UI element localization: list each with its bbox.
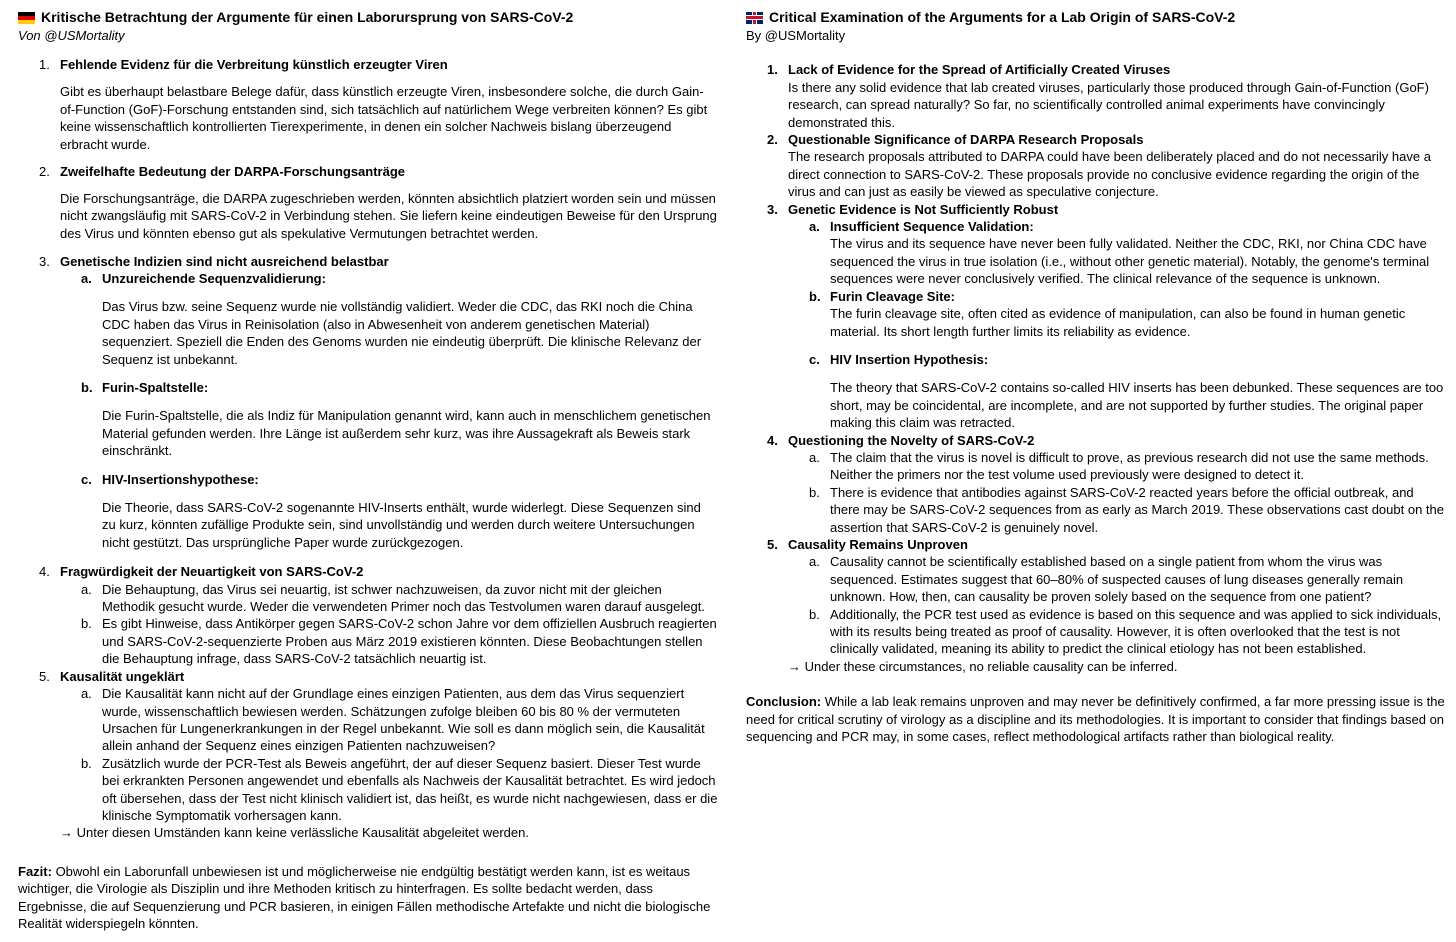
sub-item-letter: a. [81,686,92,702]
sub-item-heading: Insufficient Sequence Validation: [830,219,1034,235]
german-column [18,8,718,932]
sub-item [60,685,718,755]
german-flag-icon [18,12,35,24]
list-item [746,536,1446,658]
sub-item-text: Die Theorie, dass SARS-CoV-2 sogenannte HIV-Inserts enthält, wurde widerlegt. Diese Sequenzen sind zu kurz, könnten zufällige Produkte sein, sind unvollständig und werden durch weitere Untersuchungen nicht gestützt. Das ursprüngliche Paper wurde zurückgezogen. [102,500,701,550]
item-heading: Zweifelhafte Bedeutung der DARPA-Forschungsanträge [60,163,406,179]
item-number: 2. [767,132,778,148]
argument-list [18,56,718,824]
list-item [18,163,718,242]
argument-list [746,61,1446,657]
item-heading: Lack of Evidence for the Spread of Artificially Created Viruses [788,62,1171,78]
sub-item [788,553,1446,605]
sub-item-heading: Furin-Spaltstelle: [102,380,209,395]
sub-item [60,755,718,825]
item-heading: Questionable Significance of DARPA Research Proposals [788,132,1144,148]
list-item [18,56,718,153]
item-heading: Kausalität ungeklärt [60,668,185,684]
sub-item-text: Zusätzlich wurde der PCR-Test als Beweis angeführt, der auf dieser Sequenz basiert. Dieser Test wurde bei erkrankten Personen angewendet und ebenfalls als Nachweis der Kausalität betrachtet. Es wird jedoch oft übersehen, dass der Test nicht klinisch validiert ist, das heißt, es wurde nicht nachgewiesen, dass er die klinische Symptomatik vorhersagen kann. [102,755,718,823]
sub-item-letter: a. [81,581,92,597]
sub-item-heading: Furin Cleavage Site: [830,288,955,304]
item-number: 3. [39,253,50,269]
author-byline: By @USMortality [746,28,846,43]
sub-item-text: Causality cannot be scientifically established based on a single patient from whom the virus was sequenced. Estimates suggest that 60–80% of suspected causes of lung diseases generally remain unknown. How, then, can causality be proven solely based on the sequence from one patient? [830,554,1404,605]
sub-item [60,379,718,460]
title-text: Kritische Betrachtung der Argumente für einen Laborursprung von SARS-CoV-2 [41,9,574,25]
item-heading: Fehlende Evidenz für die Verbreitung künstlich erzeugter Viren [60,57,448,73]
sub-item-letter: c. [809,351,820,367]
causality-conclusion-arrow: → Under these circumstances, no reliable causality can be inferred. [788,658,1178,674]
conclusion-paragraph [746,693,1446,745]
list-item [18,668,718,825]
list-item [746,201,1446,432]
item-heading: Genetische Indizien sind nicht ausreichend belastbar [60,253,389,269]
sub-item-letter: b. [809,606,820,622]
english-column [746,8,1446,745]
item-number: 4. [767,432,778,448]
item-number: 1. [39,57,50,73]
sub-item [60,615,718,667]
sub-item-text: The furin cleavage site, often cited as evidence of manipulation, can also be found in human genetic material. Its short length further limits its reliability as evidence. [830,306,1406,339]
item-number: 4. [39,564,50,580]
sub-item-letter: a. [809,554,820,570]
sub-item-text: Additionally, the PCR test used as evidence is based on this sequence and was applied to sick individuals, with its results being treated as proof of causality. However, it is often overlooked that the test is not clinically validated, meaning its ability to predict the clinical etiology has not been established. [830,606,1442,657]
sub-item [788,449,1446,484]
item-text: Die Forschungsanträge, die DARPA zugeschrieben werden, könnten absichtlich platziert worden sein und müssen nicht zwangsläufig mit SARS-CoV-2 in Verbindung stehen. Sie liefern keine eindeutigen Beweise für den Ursprung des Virus und könnten ebenso gut als spekulative Vermutungen betrachtet werden. [60,190,717,241]
sub-item-heading: Unzureichende Sequenzvalidierung: [102,270,326,286]
causality-conclusion-arrow: → Unter diesen Umständen kann keine verlässliche Kausalität abgeleitet werden. [60,825,529,841]
author-byline: Von @USMortality [18,28,125,43]
sub-item [788,484,1446,536]
item-number: 3. [767,201,778,217]
sub-item-letter: a. [809,449,820,465]
sub-item-letter: b. [809,484,820,500]
sub-item-heading: HIV-Insertionshypothese: [102,471,259,487]
sub-item-letter: c. [81,471,92,487]
item-number: 2. [39,163,50,179]
sub-item-text: There is evidence that antibodies against SARS-CoV-2 reacted years before the official outbreak, and there may be SARS-CoV-2 sequences from as early as March 2019. These observations cast doubt on the assertion that SARS-CoV-2 is genuinely novel. [830,484,1444,535]
item-text: Is there any solid evidence that lab created viruses, particularly those produced through Gain-of-Function (GoF) research, can spread naturally? So far, no scientifically controlled animal experiments have convincingly demonstrated this. [788,79,1429,130]
sub-item [60,471,718,552]
sub-item-heading: HIV Insertion Hypothesis: [830,351,989,367]
conclusion-text: While a lab leak remains unproven and may never be definitively confirmed, a far more pressing issue is the need for critical scrutiny of virology as a discipline and its methodologies. It is important to consider that findings based on sequencing and PCR may, in some cases, reflect methodological artifacts rather than biological reality. [746,694,1445,745]
sub-item [788,288,1446,340]
sub-item-text: Die Furin-Spaltstelle, die als Indiz für Manipulation genannt wird, kann auch in menschlichem genetischen Material gefunden werden. Ihre Länge ist außerdem sehr kurz, was ihre Aussagekraft als Beweis stark einschränkt. [102,408,711,459]
list-item [746,131,1446,201]
item-number: 1. [767,62,778,78]
sub-item-letter: b. [81,380,93,395]
conclusion-label: Conclusion: [746,694,822,710]
conclusion-paragraph [18,863,718,933]
document-title [18,8,718,27]
sub-item-text: Die Behauptung, das Virus sei neuartig, ist schwer nachzuweisen, da zuvor nicht mit der gleichen Methodik gesucht wurde. Weder die verwendeten Primer noch das Testvolumen waren darauf ausgelegt. [102,581,705,615]
sub-item [60,270,718,368]
list-item [746,432,1446,536]
sub-item-text: Das Virus bzw. seine Sequenz wurde nie vollständig validiert. Weder die CDC, das RKI noch die China CDC haben das Virus in Reinisolation (also in Abwesenheit von anderem genetischen Material) sequenziert. Speziell die Enden des Genoms wurden nie eindeutig überprüft. Die klinische Relevanz der Sequenz ist unbekannt. [102,299,702,367]
list-item [18,253,718,552]
list-item [746,61,1446,131]
item-heading: Causality Remains Unproven [788,536,968,552]
item-number: 5. [39,668,50,684]
sub-item-letter: b. [81,616,92,632]
sub-item [788,218,1446,288]
sub-item-text: The virus and its sequence have never been fully validated. Neither the CDC, RKI, nor China CDC have sequenced the virus in true isolation (i.e., without other genetic material). Notably, the genome's terminal sequences were never conclusively verified. The clinical relevance of the sequence is unknown. [830,236,1430,287]
uk-flag-icon [746,12,763,24]
document-title [746,8,1446,27]
item-number: 5. [767,536,778,552]
sub-item [788,606,1446,658]
sub-item-text: Es gibt Hinweise, dass Antikörper gegen SARS-CoV-2 schon Jahre vor dem offiziellen Ausbruch reagierten und SARS-CoV-2-sequenzierte Proben aus März 2019 existieren könnten. Diese Beobachtungen stellen die Behauptung infrage, dass SARS-CoV-2 tatsächlich neuartig ist. [102,616,717,667]
sub-item-text: Die Kausalität kann nicht auf der Grundlage eines einzigen Patienten, aus dem das Virus sequenziert wurde, wissenschaftlich bewiesen werden. Schätzungen zufolge bleiben 60 bis 80 % der vermuteten Ursachen für Lungenerkrankungen in der Regel unbekannt. Wie soll es dann möglich sein, die Kausalität allein anhand der Sequenz eines einzigen Patienten nachzuweisen? [102,686,705,754]
sub-item [60,581,718,616]
conclusion-label: Fazit: [18,863,52,879]
sub-item-letter: b. [81,755,92,771]
item-text: Gibt es überhaupt belastbare Belege dafür, dass künstlich erzeugte Viren, insbesondere solche, die durch Gain-of-Function (GoF)-Forschung entstanden sind, sich tatsächlich auf natürlichem Wege verbreiten können? Es gibt keine wissenschaftlich kontrollierten Tierexperimente, in denen ein solcher Nachweis bislang überzeugend erbracht wurde. [60,84,708,152]
sub-item-letter: a. [81,270,92,286]
item-heading: Fragwürdigkeit der Neuartigkeit von SARS-CoV-2 [60,564,364,580]
item-heading: Questioning the Novelty of SARS-CoV-2 [788,432,1035,448]
item-heading: Genetic Evidence is Not Sufficiently Robust [788,201,1059,217]
sub-item-letter: b. [809,288,821,304]
title-text: Critical Examination of the Arguments for a Lab Origin of SARS-CoV-2 [769,9,1236,25]
sub-item-letter: a. [809,219,820,235]
sub-item [788,351,1446,432]
list-item [18,563,718,667]
sub-item-text: The theory that SARS-CoV-2 contains so-called HIV inserts has been debunked. These sequences are too short, may be coincidental, are incomplete, and are not supported by further studies. The original paper making this claim was retracted. [830,380,1444,431]
sub-item-text: The claim that the virus is novel is difficult to prove, as previous research did not use the same methods. Neither the primers nor the test volume used previously were designed to detect it. [830,449,1429,483]
conclusion-text: Obwohl ein Laborunfall unbewiesen ist und möglicherweise nie endgültig bestätigt werden kann, ist es weitaus wichtiger, die Virologie als Disziplin und ihre Methoden kritisch zu hinterfragen. Es sollte bedacht werden, dass Ergebnisse, die auf Sequenzierung und PCR basieren, in einigen Fällen methodische Artefakte und nicht die biologische Realität widerspiegeln könnten. [18,863,711,931]
item-text: The research proposals attributed to DARPA could have been deliberately placed and do not necessarily have a direct connection to SARS-CoV-2. These proposals provide no conclusive evidence regarding the origin of the virus and can just as easily be viewed as speculative conjecture. [788,149,1431,200]
